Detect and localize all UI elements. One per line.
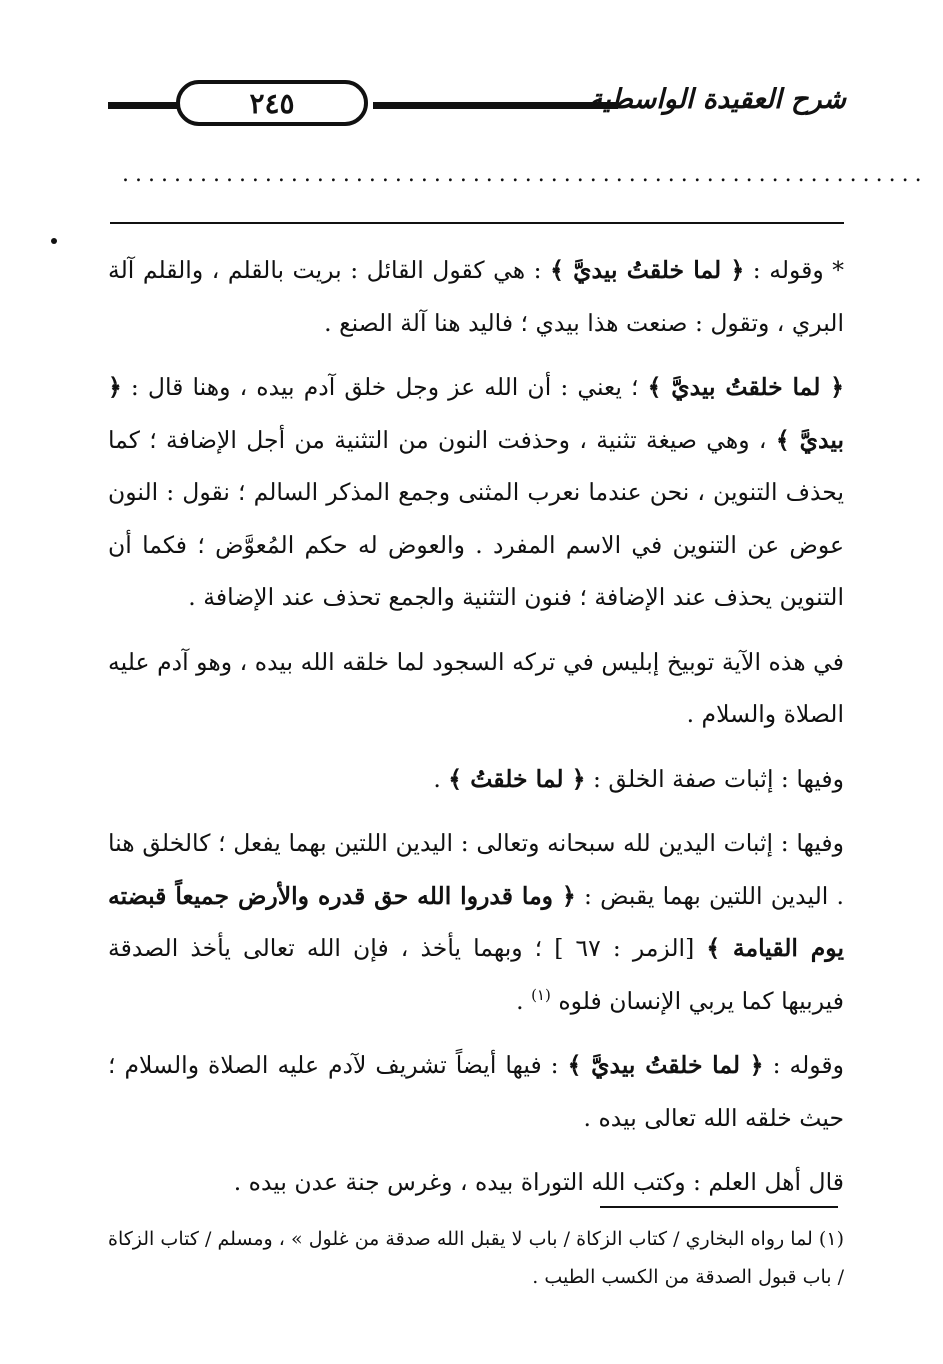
footnote: (١) لما رواه البخاري / كتاب الزكاة / باب لا يقبل الله صدقة من غلول » ، ومسلم / كتاب الزكاة / باب قبول الصدقة من الكسب الطيب .	[108, 1228, 844, 1288]
separator-dots: ..............................................................	[122, 162, 928, 187]
quran-quote: ﴿ بيديَّ ﴾	[108, 373, 844, 454]
book-title: شرح العقيدة الواسطية	[588, 84, 846, 115]
text-run: في هذه الآية توبيخ إبليس في تركه السجود لما خلقه الله بيده ، وهو آدم عليه الصلاة والسلام .	[108, 647, 844, 728]
quran-quote: ﴿ لما خلقتُ بيديَّ ﴾	[567, 1051, 764, 1079]
text-run: وفيها : إثبات اليدين لله سبحانه وتعالى : اليدين اللتين بهما يفعل ؛ كالخلق هنا . اليدين اللتين بهما يقبض :	[108, 829, 844, 910]
text-run: .	[516, 986, 532, 1015]
text-run: * وقوله :	[744, 256, 844, 284]
paragraph	[108, 753, 844, 806]
text-run: قال أهل العلم : وكتب الله التوراة بيده ، وغرس جنة عدن بيده .	[233, 1168, 844, 1196]
footnote-rule	[600, 1206, 838, 1208]
page-header	[108, 70, 846, 130]
paragraph	[108, 244, 844, 349]
header-rule-left	[108, 102, 178, 109]
text-run: ، وهي صيغة تثنية ، وحذفت النون من التثنية من أجل الإضافة ؛ كما يحذف التنوين ، نحن عندما نعرب المثنى وجمع المذكر السالم ؛ نقول : النون عوض عن التنوين في الاسم المفرد . والعوض له حكم المُعوَّض ؛ فكما أن التنوين يحذف عند الإضافة ؛ فنون التثنية والجمع تحذف عند الإضافة .	[108, 425, 844, 611]
paragraph	[108, 1039, 844, 1144]
text-run: [الزمر : ٦٧ ] ؛ وبهما يأخذ ، فإن الله تعالى يأخذ الصدقة فيربيها كما يربي الإنسان فلوه	[108, 934, 844, 1015]
quran-quote: ﴿ لما خلقتُ بيديَّ ﴾	[550, 256, 745, 284]
paragraph	[108, 636, 844, 741]
margin-dot	[51, 238, 57, 244]
text-run: وفيها : إثبات صفة الخلق :	[585, 764, 844, 793]
quran-quote: ﴿ لما خلقتُ ﴾	[448, 764, 586, 793]
text-run: ؛ يعني : أن الله عز وجل خلق آدم بيده ، وهنا قال :	[121, 373, 648, 401]
header-rule-right	[373, 102, 618, 109]
paragraph	[108, 361, 844, 624]
text-run: .	[433, 764, 449, 793]
body-text	[108, 244, 844, 1221]
text-run: : فيها أيضاً تشريف لآدم عليه الصلاة والسلام ؛ حيث خلقه الله تعالى بيده .	[108, 1051, 844, 1132]
paragraph	[108, 817, 844, 1027]
text-run: وقوله :	[763, 1051, 845, 1079]
page-number: ٢٤٥	[249, 86, 295, 120]
page-number-badge	[176, 80, 368, 126]
text-run: : هي كقول القائل : بريت بالقلم ، والقلم آلة البري ، وتقول : صنعت هذا بيدي ؛ فاليد هنا آلة الصنع .	[108, 256, 844, 337]
footnote-ref: (١)	[531, 985, 551, 1004]
top-rule	[110, 222, 844, 224]
paragraph	[108, 1156, 844, 1209]
quran-quote: ﴿ لما خلقتُ بيديَّ ﴾	[647, 373, 844, 401]
quran-quote: ﴿ وما قدروا الله حق قدره والأرض جميعاً قبضته يوم القيامة ﴾	[108, 881, 844, 962]
